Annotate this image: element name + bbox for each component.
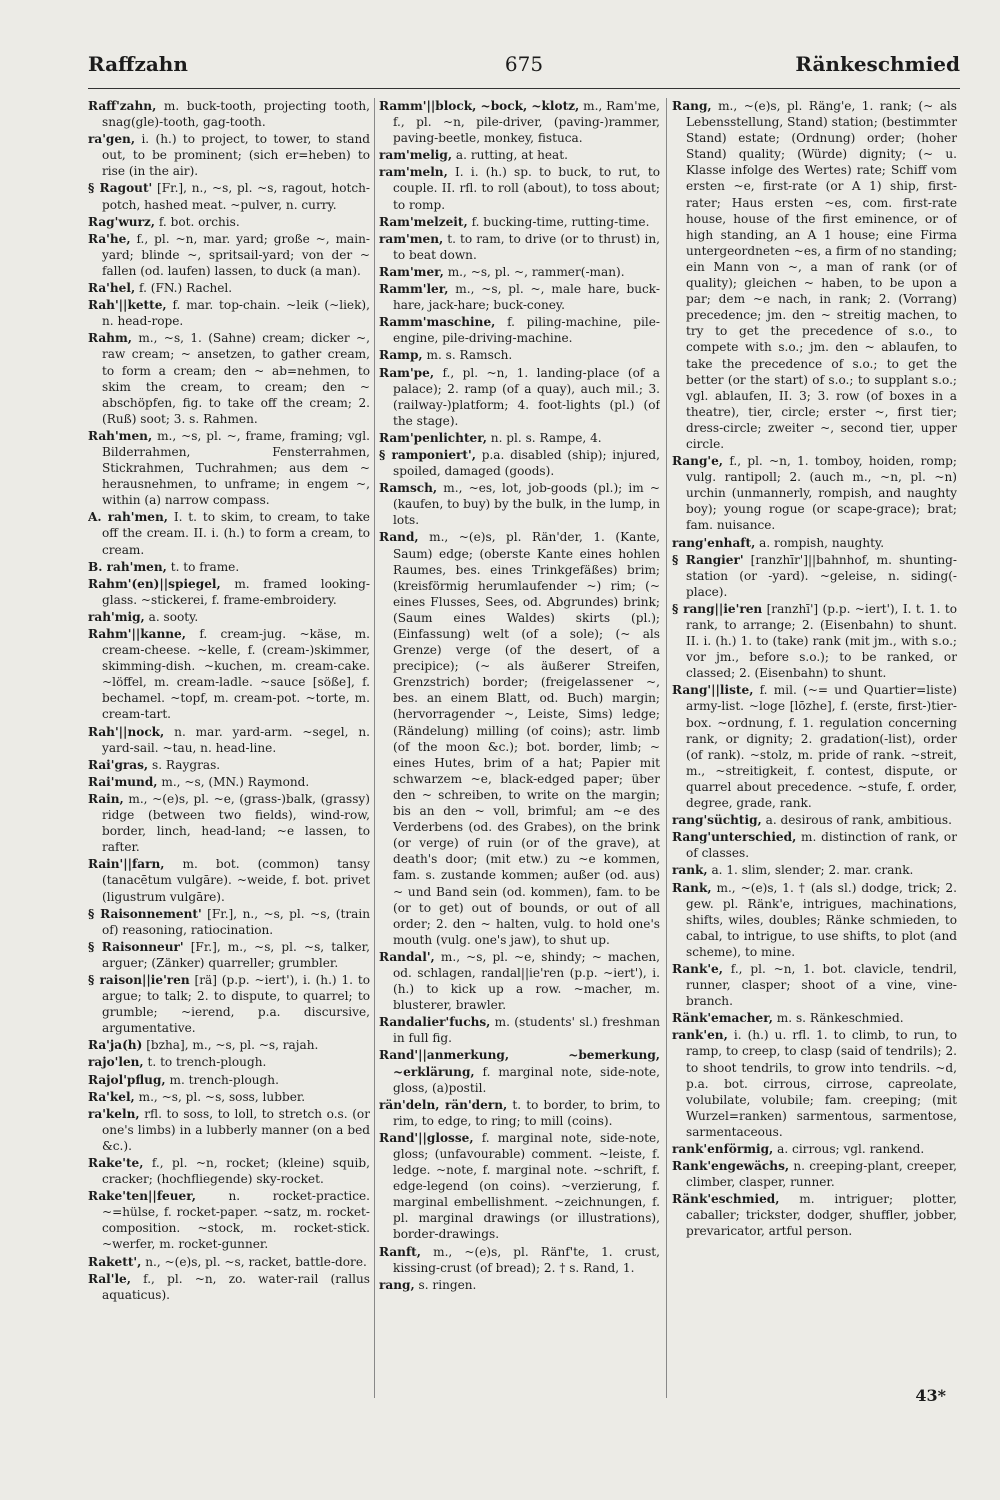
entry-headword: Rai'gras,	[88, 757, 149, 772]
dictionary-entry	[379, 231, 660, 263]
dictionary-entry	[379, 1244, 660, 1276]
entry-headword: Rajol'pflug,	[88, 1072, 166, 1087]
dictionary-entry	[379, 281, 660, 313]
entry-definition: f. marginal note, side-note, gloss; (unfavourable) comment. ~leiste, f. ledge. ~note, f. marginal note. ~schrift, f. edge-legend (on coins). ~verzierung, f. marginal embellishment. ~zeichnungen, f. pl. marginal drawings (or illustrations), border-drawings.	[393, 1130, 660, 1242]
entry-headword: Ram'pe,	[379, 365, 435, 380]
entry-definition: t. to ram, to drive (or to thrust) in, to beat down.	[393, 231, 660, 262]
entry-definition: f., pl. ~n, rocket; (kleine) squib, cracker; (hochfliegende) sky-rocket.	[102, 1156, 370, 1187]
entry-definition: m., ~(e)s, pl. ~e, (grass-)balk, (grassy) ridge (between two fields), wind-row, border, linch, head-land; ~e lassen, to rafter.	[102, 791, 370, 855]
entry-headword: rajo'len,	[88, 1055, 144, 1070]
entry-headword: Rank'e,	[672, 961, 723, 976]
dictionary-entry	[379, 164, 660, 212]
page-number: 675	[504, 52, 544, 76]
entry-definition: i. (h.) u. rfl. 1. to climb, to run, to ramp, to creep, to clasp (said of tendrils); 2. to shoot tendrils, to grow into tendrils. ~d, p.a. bot. cirrous, cirrose, capreolate, volubilate, volubile; fam. creeping; (mit Wurzel=ranken) sarmentous, sarmentose, sarmentaceous.	[686, 1028, 957, 1139]
entry-headword: § Rangier'	[672, 552, 744, 567]
dictionary-entry	[672, 1027, 957, 1140]
dictionary-entry	[379, 1130, 660, 1243]
dictionary-entry	[379, 1014, 660, 1046]
entry-headword: ra'gen,	[88, 132, 136, 147]
entry-definition: f., pl. ~n, zo. water-rail (rallus aquaticus).	[102, 1271, 370, 1302]
dictionary-entry	[672, 961, 957, 1009]
dictionary-entry	[379, 98, 660, 146]
entry-headword: Rank,	[672, 880, 712, 895]
entry-definition: t. to border, to brim, to rim, to edge, to ring; to mill (coins).	[393, 1097, 660, 1128]
entry-definition: a. cirrous; vgl. rankend.	[777, 1142, 925, 1156]
entry-headword: Rahm'||kanne,	[88, 627, 186, 641]
entry-headword: rah'mig,	[88, 609, 145, 624]
dictionary-entry	[88, 757, 370, 773]
entry-headword: § Raisonneur'	[88, 939, 184, 954]
dictionary-entry	[88, 1054, 370, 1070]
entry-headword: Rain'||farn,	[88, 857, 165, 872]
entry-headword: Rah'men,	[88, 428, 153, 443]
entry-headword: Rand'||glosse,	[379, 1130, 474, 1145]
entry-headword: Rand,	[379, 530, 419, 545]
entry-headword: § rang||ie'ren	[672, 601, 763, 616]
entry-definition: p.a. disabled (ship); injured, spoiled, damaged (goods).	[393, 447, 660, 479]
column-divider	[374, 98, 375, 1398]
entry-definition: n., ~(e)s, pl. ~s, racket, battle-dore.	[145, 1254, 367, 1269]
dictionary-entry	[672, 535, 957, 551]
entry-definition: a. desirous of rank, ambitious.	[765, 813, 952, 828]
dictionary-entry	[379, 365, 660, 429]
entry-headword: § Raisonnement'	[88, 906, 202, 921]
entry-headword: Ränk'eschmied,	[672, 1192, 780, 1207]
column-left	[88, 98, 370, 1398]
dictionary-entry	[379, 949, 660, 1013]
signature-mark: 43*	[915, 1386, 946, 1405]
dictionary-entry	[672, 601, 957, 681]
dictionary-entry	[672, 1158, 957, 1190]
entry-headword: Rah'||nock,	[88, 724, 165, 739]
dictionary-entry	[88, 509, 370, 557]
dictionary-entry	[672, 453, 957, 533]
entry-definition: m. intriguer; plotter, caballer; trickster, dodger, shuffler, jobber, prevaricator, artful person.	[686, 1192, 957, 1239]
entry-definition: f., pl. ~n, 1. landing-place (of a palace); 2. ramp (of a quay), auch mil.; 3. (railway-)platform; 4. foot-lights (pl.) (of the stage).	[393, 365, 660, 428]
entry-definition: f. bucking-time, rutting-time.	[471, 214, 650, 229]
entry-definition: f., pl. ~n, mar. yard; große ~, main-yard; blinde ~, spritsail-yard; von der ~ fallen (od. laufen) lassen, to duck (a man).	[102, 231, 370, 278]
dictionary-entry	[88, 1089, 370, 1105]
entry-definition: f. piling-machine, pile-engine, pile-driving-machine.	[393, 315, 660, 346]
entry-definition: I. i. (h.) sp. to buck, to rut, to couple. II. rfl. to roll (about), to toss about; to romp.	[393, 165, 660, 212]
entry-headword: Ra'hel,	[88, 281, 136, 296]
entry-headword: Rake'te,	[88, 1156, 144, 1170]
dictionary-entry	[88, 330, 370, 427]
entry-definition: n. pl. s. Rampe, 4.	[490, 430, 602, 445]
entry-definition: m. trench-plough.	[169, 1072, 279, 1087]
entry-definition: m., ~(e)s, 1. † (als sl.) dodge, trick; 2. gew. pl. Ränk'e, intrigues, machinations, shifts, wiles, doubles; Ränke schmieden, to cabal, to intrigue, to use shifts, to plot (and scheme), to mine.	[686, 880, 957, 959]
entry-headword: rank'enförmig,	[672, 1142, 774, 1156]
entry-headword: ram'melig,	[379, 148, 453, 163]
entry-definition: [ranzhī'] (p.p. ~iert'), I. t. 1. to rank, to arrange; 2. (Eisenbahn) to shunt. II. i. (h.) 1. to (take) rank (mit jm., with s.o.; vor jm., before s.o.); to be ranked, or classed; 2. (Eisenbahn) to shunt.	[686, 601, 957, 681]
entry-headword: Ra'kel,	[88, 1089, 135, 1104]
dictionary-entry	[88, 1037, 370, 1053]
column-middle	[379, 98, 660, 1398]
entry-headword: Ram'melzeit,	[379, 214, 468, 229]
entry-headword: Ramm'||block, ~bock, ~klotz,	[379, 99, 580, 113]
entry-definition: m., ~s, pl. ~s, soss, lubber.	[138, 1089, 306, 1104]
dictionary-entry	[379, 1097, 660, 1129]
dictionary-entry	[379, 529, 660, 947]
entry-definition: m., Ram'me, f., pl. ~n, pile-driver, (paving-)rammer, paving-beetle, monkey, fistuca.	[393, 99, 660, 146]
dictionary-entry	[672, 98, 957, 452]
dictionary-entry	[672, 862, 957, 878]
dictionary-entry	[88, 1254, 370, 1270]
dictionary-entry	[672, 812, 957, 828]
entry-headword: ram'meln,	[379, 165, 448, 180]
entry-definition: a. 1. slim, slender; 2. mar. crank.	[711, 863, 914, 878]
entry-headword: rang'süchtig,	[672, 813, 762, 828]
entry-definition: m. framed looking-glass. ~stickerei, f. frame-embroidery.	[102, 576, 370, 607]
dictionary-entry	[88, 131, 370, 179]
entry-definition: [Fr.], n., ~s, pl. ~s, (train of) reasoning, ratiocination.	[102, 906, 370, 937]
dictionary-entry	[379, 314, 660, 346]
entry-headword: Rahm'(en)||spiegel,	[88, 576, 221, 591]
entry-definition: m., ~s, (MN.) Raymond.	[161, 774, 310, 789]
dictionary-entry	[379, 264, 660, 280]
entry-definition: [Fr.], n., ~s, pl. ~s, ragout, hotch-potch, hashed meat. ~pulver, n. curry.	[102, 181, 370, 212]
entry-headword: rän'deln, rän'dern,	[379, 1097, 508, 1112]
dictionary-entry	[88, 231, 370, 279]
dictionary-entry	[88, 906, 370, 938]
dictionary-entry	[379, 447, 660, 479]
entry-headword: Ränk'emacher,	[672, 1011, 773, 1026]
dictionary-entry	[379, 480, 660, 528]
entry-headword: Ram'mer,	[379, 264, 444, 279]
dictionary-entry	[88, 609, 370, 625]
dictionary-entry	[88, 1155, 370, 1187]
entry-headword: Rake'ten||feuer,	[88, 1189, 196, 1204]
entry-definition: n. mar. yard-arm. ~segel, n. yard-sail. ~tau, n. head-line.	[102, 724, 370, 755]
entry-headword: Ranft,	[379, 1244, 421, 1259]
entry-definition: s. ringen.	[418, 1277, 477, 1292]
dictionary-entry	[88, 724, 370, 756]
entry-headword: B. rah'men,	[88, 559, 167, 574]
dictionary-entry	[88, 1106, 370, 1154]
entry-headword: Rang'e,	[672, 454, 724, 469]
dictionary-entry	[88, 774, 370, 790]
entry-headword: rank,	[672, 863, 708, 878]
dictionary-entry	[379, 430, 660, 446]
entry-headword: Rag'wurz,	[88, 214, 155, 229]
dictionary-entry	[88, 98, 370, 130]
header-left-catchword: Raffzahn	[88, 52, 188, 76]
dictionary-entry	[379, 214, 660, 230]
entry-headword: ra'keln,	[88, 1106, 140, 1121]
entry-headword: Ram'penlichter,	[379, 430, 487, 445]
entry-definition: m., ~s, pl. ~, male hare, buck-hare, jack-hare; buck-coney.	[393, 282, 660, 313]
entry-definition: m. distinction of rank, or of classes.	[686, 830, 957, 861]
dictionary-entry	[672, 1010, 957, 1026]
entry-headword: Ra'he,	[88, 231, 131, 246]
entry-definition: m., ~s, pl. ~e, shindy; ~ machen, od. schlagen, randal||ie'ren (p.p. ~iert'), i. (h.) to kick up a row. ~macher, m. blusterer, brawler.	[393, 949, 660, 1013]
entry-definition: m., ~s, pl. ~, rammer(-man).	[447, 264, 625, 279]
entry-definition: rfl. to soss, to loll, to stretch o.s. (or one's limbs) in a lubberly manner (on a bed &c.).	[102, 1106, 370, 1153]
entry-headword: § raison||ie'ren	[88, 972, 190, 987]
entry-definition: f. mar. top-chain. ~leik (~liek), n. head-rope.	[102, 298, 370, 329]
entry-definition: [rä] (p.p. ~iert'), i. (h.) 1. to argue; to talk; 2. to dispute, to quarrel; to grumble; ~ierend, p.a. discursive, argumentative.	[102, 972, 370, 1036]
entry-definition: m., ~(e)s, pl. Räng'e, 1. rank; (~ als Lebensstellung, Stand) station; (bestimmter Stand) estate; (Ordnung) order; (hoher Stand) quality; (Würde) dignity; (~ u. Klasse infolge des Wertes) rate; Schiff vom ersten ~e, first-rate (or A 1) ship, first-rater; Haus ersten ~es, com. first-rate house, house of the first eminence, or of high standing, an A 1 house; eine Firma untergeordneten ~es, a firm of no standing; ein Mann von ~, a man of rank (or of quality); gleichen ~ haben, to be upon a par; dem ~e nach, in rank; 2. (Vorrang) precedence; jm. den ~ streitig machen, to try to get the precedence of s.o., to compete with s.o.; jm. den ~ ablaufen, to take the precedence of s.o.; to get the better (or the start) of s.o.; to supplant s.o.; vgl. ablaufen, II. 3; 3. row (of boxes in a theatre), tier, circle; erster ~, first tier; dress-circle; zweiter ~, second tier, upper circle.	[686, 99, 957, 451]
dictionary-entry	[379, 347, 660, 363]
column-divider	[666, 98, 667, 1398]
entry-definition: a. rutting, at heat.	[455, 148, 568, 163]
entry-definition: f. bot. orchis.	[158, 214, 240, 229]
entry-headword: A. rah'men,	[88, 510, 168, 525]
entry-definition: s. Raygras.	[152, 757, 221, 772]
dictionary-entry	[88, 791, 370, 855]
entry-definition: m., ~s, 1. (Sahne) cream; dicker ~, raw cream; ~ ansetzen, to gather cream, to form a cream; den ~ ab=nehmen, to skim the cream, to cream; den ~ abschöpfen, fig. to take off the cream; 2. (Ruß) soot; 3. s. Rahmen.	[102, 331, 370, 426]
entry-headword: Rang,	[672, 99, 712, 113]
dictionary-entry	[379, 1277, 660, 1293]
entry-headword: Rai'mund,	[88, 774, 158, 789]
entry-definition: m., ~s, pl. ~, frame, framing; vgl. Bilderrahmen, Fensterrahmen, Stickrahmen, Tuchrahmen; aus dem ~ herausnehmen, to unframe; in engem ~, within (a) narrow compass.	[102, 428, 370, 508]
dictionary-entry	[88, 214, 370, 230]
entry-headword: Ral'le,	[88, 1271, 131, 1286]
entry-headword: Rahm,	[88, 331, 132, 346]
entry-headword: rang,	[379, 1277, 415, 1292]
entry-definition: a. sooty.	[148, 609, 199, 624]
entry-definition: f., pl. ~n, 1. tomboy, hoiden, romp; vulg. rantipoll; 2. (auch m., ~n, pl. ~n) urchin (unmannerly, rompish, and naughty boy); young rogue (or scape-grace); brat; fam. nuisance.	[686, 454, 957, 533]
entry-headword: Rank'engewächs,	[672, 1159, 790, 1174]
entry-definition: n. rocket-practice. ~=hülse, f. rocket-paper. ~satz, m. rocket-composition. ~stock, m. rocket-stick. ~werfer, m. rocket-gunner.	[102, 1189, 370, 1252]
entry-definition: f. cream-jug. ~käse, m. cream-cheese. ~kelle, f. (cream-)skimmer, skimming-dish. ~kuchen, m. cream-cake. ~löffel, m. cream-ladle. ~sauce [söße], f. bechamel. ~topf, m. cream-pot. ~torte, m. cream-tart.	[102, 627, 370, 722]
entry-definition: m. bot. (common) tansy (tanacētum vulgāre). ~weide, f. bot. privet (ligustrum vulgāre).	[102, 857, 370, 904]
dictionary-entry	[379, 1047, 660, 1095]
dictionary-entry	[88, 559, 370, 575]
entry-definition: m. (students' sl.) freshman in full fig.	[393, 1015, 660, 1046]
page-header	[88, 52, 960, 84]
entry-headword: Rand'||anmerkung, ~bemerkung, ~erklärung,	[379, 1048, 660, 1079]
dictionary-entry	[88, 1072, 370, 1088]
entry-definition: m. s. Ramsch.	[426, 348, 513, 363]
entry-definition: I. t. to skim, to cream, to take off the cream. II. i. (h.) to form a cream, to cream.	[102, 510, 370, 557]
entry-headword: Rah'||kette,	[88, 298, 167, 313]
entry-headword: Raff'zahn,	[88, 99, 157, 113]
dictionary-entry	[88, 297, 370, 329]
dictionary-entry	[88, 856, 370, 904]
entry-definition: m. buck-tooth, projecting tooth, snag(gle)-tooth, gag-tooth.	[102, 99, 370, 130]
entry-definition: m. s. Ränkeschmied.	[776, 1011, 904, 1026]
entry-definition: [bzha], m., ~s, pl. ~s, rajah.	[146, 1038, 319, 1053]
entry-definition: i. (h.) to project, to tower, to stand out, to be prominent; (sich er=heben) to rise (in the air).	[102, 132, 370, 179]
entry-headword: Rakett',	[88, 1254, 142, 1269]
entry-headword: ram'men,	[379, 231, 444, 246]
entry-headword: Ra'ja(h)	[88, 1038, 143, 1053]
dictionary-entry	[88, 939, 370, 971]
entry-definition: [Fr.], m., ~s, pl. ~s, talker, arguer; (Zänker) quarreller; grumbler.	[102, 939, 370, 970]
entry-headword: § ramponiert',	[379, 447, 476, 462]
entry-definition: [ranzhīr']||bahnhof, m. shunting-station (or -yard). ~geleise, n. siding(-place).	[686, 552, 957, 599]
dictionary-entry	[672, 880, 957, 960]
entry-headword: Randal',	[379, 949, 435, 964]
entry-definition: t. to frame.	[170, 559, 240, 574]
entry-headword: § Ragout'	[88, 181, 153, 196]
entry-definition: t. to trench-plough.	[147, 1055, 267, 1070]
entry-definition: a. rompish, naughty.	[759, 535, 885, 550]
entry-headword: Ramsch,	[379, 481, 438, 496]
dictionary-entry	[672, 1191, 957, 1239]
entry-headword: Rang'unterschied,	[672, 830, 797, 845]
dictionary-entry	[88, 428, 370, 508]
entry-definition: m., ~es, lot, job-goods (pl.); im ~ (kaufen, to buy) by the bulk, in the lump, in lots.	[393, 481, 660, 528]
column-right	[672, 98, 957, 1398]
entry-headword: Randalier'fuchs,	[379, 1015, 491, 1030]
dictionary-entry	[88, 626, 370, 723]
dictionary-entry	[672, 682, 957, 811]
entry-headword: Rang'||liste,	[672, 683, 754, 698]
entry-definition: f. (FN.) Rachel.	[139, 281, 233, 296]
dictionary-entry	[88, 576, 370, 608]
dictionary-entry	[88, 1271, 370, 1303]
entry-definition: f. mil. (~= und Quartier=liste) army-list. ~loge [lōzhe], f. (erste, first-)tier-box. ~ordnung, f. 1. regulation concerning rank, or dignity; 2. gradation(-list), order (of rank). ~stolz, m. pride of rank. ~streit, m., ~streitigkeit, f. contest, dispute, or quarrel about precedence. ~stufe, f. order, degree, grade, rank.	[686, 683, 957, 811]
header-right-catchword: Ränkeschmied	[795, 52, 960, 76]
dictionary-entry	[672, 1141, 957, 1157]
entry-headword: Ramp,	[379, 348, 423, 363]
entry-headword: Rain,	[88, 791, 124, 806]
entry-definition: m., ~(e)s, pl. Ränf'te, 1. crust, kissing-crust (of bread); 2. † s. Rand, 1.	[393, 1244, 660, 1275]
dictionary-entry	[88, 1188, 370, 1252]
entry-definition: n. creeping-plant, creeper, climber, clasper, runner.	[686, 1159, 957, 1190]
header-rule	[88, 88, 960, 89]
entry-headword: Ramm'maschine,	[379, 315, 496, 330]
dictionary-entry	[379, 147, 660, 163]
dictionary-entry	[88, 280, 370, 296]
entry-headword: rank'en,	[672, 1028, 728, 1043]
dictionary-entry	[88, 180, 370, 212]
dictionary-entry	[672, 552, 957, 600]
entry-definition: f. marginal note, side-note, gloss, (a)postil.	[393, 1064, 660, 1095]
entry-headword: rang'enhaft,	[672, 535, 756, 550]
entry-definition: m., ~(e)s, pl. Rän'der, 1. (Kante, Saum) edge; (oberste Kante eines hohlen Raumes, bes. eines Trinkgefäßes) brim; (kreisförmig herumlaufender ~) rim; (~ eines Flusses, Sees, od. Abgrundes) brink; (Saum eines Waldes) skirts (pl.); (Einfassung) welt (of a sole); (~ als Grenze) verge (of the desert, of a precipice); (~ als äußerer Streifen, Grenzstrich) border; (freigelassener ~, bes. an einem Blatt, od. Buch) margin; (hervorragender ~, Leiste, Sims) ledge; (Rändelung) milling (of coins); astr. limb (of the moon &c.); bot. border, limb; ~ eines Hutes, brim of a hat; Papier mit schwarzem ~e, black-edged paper; über den ~ schreiben, to write on the margin; bis an den ~ voll, brimful; am ~e des Verderbens (od. des Grabes), on the brink (or verge) of ruin (or of the grave), at death's door; (mit etw.) zu ~e kommen, fam. s. zustande kommen; außer (od. aus) ~ und Band sein (od. kommen), fam. to be (or to get) out of bounds, or out of all order; 2. den ~ halten, vulg. to hold one's mouth (vulg. one's jaw), to shut up.	[393, 530, 660, 947]
dictionary-entry	[88, 972, 370, 1036]
entry-definition: f., pl. ~n, 1. bot. clavicle, tendril, runner, clasper; shoot of a vine, vine-branch.	[686, 961, 957, 1009]
dictionary-entry	[672, 829, 957, 861]
entry-headword: Ramm'ler,	[379, 282, 449, 297]
